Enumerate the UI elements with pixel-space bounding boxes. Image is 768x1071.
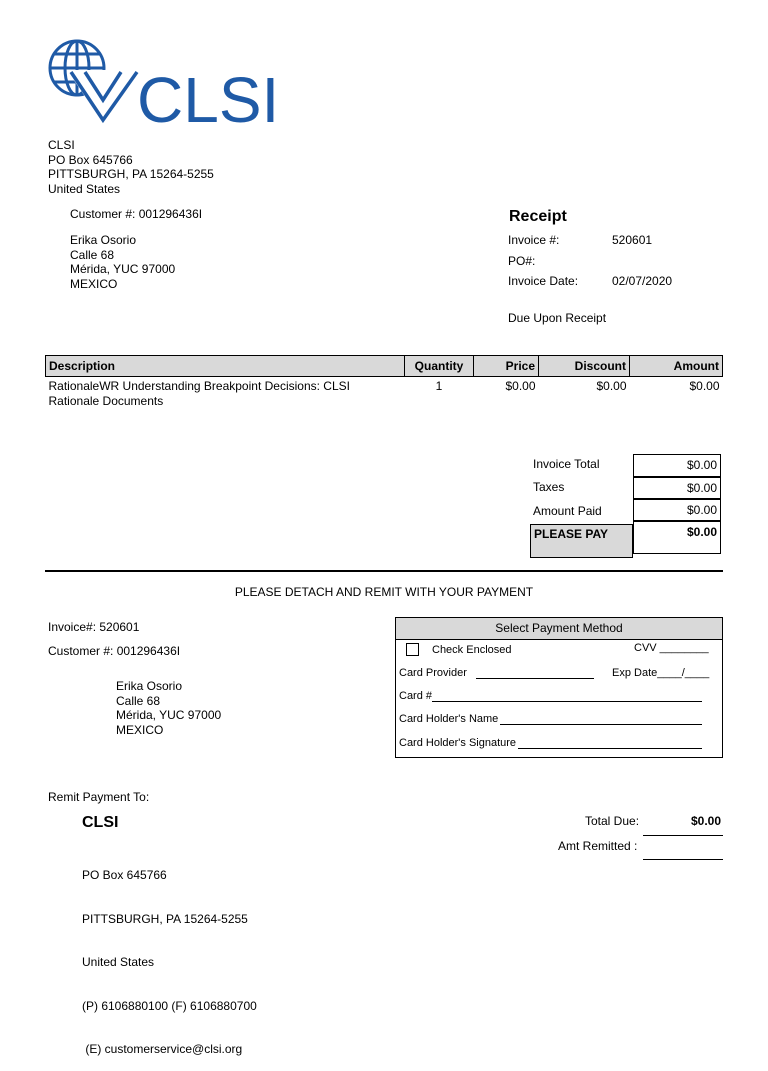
amount-paid-label: Amount Paid (533, 504, 602, 518)
company-address-line: PO Box 645766 (48, 152, 133, 167)
card-provider-field[interactable] (476, 668, 594, 679)
remit-company-name: CLSI (82, 814, 119, 831)
card-provider-label: Card Provider (399, 667, 467, 679)
totals-values (633, 454, 721, 554)
customer-address-line: Mérida, YUC 97000 (70, 262, 176, 276)
amt-remitted-label: Amt Remitted : (558, 839, 638, 853)
check-enclosed-checkbox[interactable] (406, 643, 419, 656)
remit-address-line: Calle 68 (116, 693, 161, 708)
taxes-value: $0.00 (633, 476, 721, 498)
item-description: RationaleWR Understanding Breakpoint Decisions: CLSI Rationale Documents (48, 379, 350, 408)
remit-company-address (82, 839, 257, 1071)
please-pay-value: $0.00 (633, 520, 721, 554)
remit-customer-number: Customer #: 001296436I (48, 644, 181, 658)
clsi-logo (45, 38, 280, 136)
remit-company-line: United States (82, 955, 155, 969)
customer-address-line: MEXICO (70, 276, 118, 291)
invoice-total-value: $0.00 (633, 454, 721, 476)
customer-address (70, 233, 175, 291)
payment-method-title: Select Payment Method (396, 618, 722, 640)
remit-company-line: PO Box 645766 (82, 868, 167, 882)
receipt-title: Receipt (509, 208, 567, 225)
payment-terms: Due Upon Receipt (508, 311, 607, 325)
remit-invoice-number: Invoice#: 520601 (48, 620, 140, 634)
logo-wordmark: CLSI (137, 64, 280, 136)
item-amount: $0.00 (689, 379, 720, 393)
detach-divider (45, 570, 723, 572)
customer-address-line: Calle 68 (70, 247, 115, 262)
invoice-date-value: 02/07/2020 (612, 274, 673, 288)
total-due-label: Total Due: (585, 814, 640, 828)
invoice-value: 520601 (612, 233, 653, 247)
total-due-value: $0.00 (690, 814, 721, 828)
item-quantity: 1 (435, 379, 443, 393)
remit-address-line: Mérida, YUC 97000 (116, 708, 222, 722)
cvv-field[interactable]: CVV ________ (634, 642, 709, 654)
table-header-row (46, 356, 723, 377)
company-address-line: PITTSBURGH, PA 15264-5255 (48, 167, 214, 181)
remit-customer-address (116, 679, 221, 737)
company-address (48, 138, 214, 196)
card-number-field[interactable] (432, 691, 702, 702)
header-price: Price (474, 356, 539, 377)
amt-remitted-field[interactable] (643, 859, 723, 860)
check-enclosed-label: Check Enclosed (432, 644, 512, 656)
header-quantity: Quantity (405, 356, 474, 377)
remit-company-line: (E) customerservice@clsi.org (82, 1042, 243, 1056)
remit-payment-label: Remit Payment To: (48, 790, 150, 804)
invoice-total-label: Invoice Total (533, 457, 600, 471)
invoice-label: Invoice #: (508, 233, 560, 247)
payment-method-box (395, 617, 723, 758)
card-holder-name-field[interactable] (500, 714, 702, 725)
remit-address-line: MEXICO (116, 722, 164, 737)
remit-company-line: PITTSBURGH, PA 15264-5255 (82, 911, 248, 926)
card-number-label: Card # (399, 690, 433, 702)
taxes-label: Taxes (533, 480, 565, 494)
total-due-underline (643, 835, 723, 836)
item-price: $0.00 (505, 379, 536, 393)
header-amount: Amount (630, 356, 723, 377)
customer-address-line: Erika Osorio (70, 233, 137, 247)
card-holder-name-label: Card Holder's Name (399, 713, 499, 725)
line-items-table (45, 355, 723, 410)
card-holder-signature-field[interactable] (518, 738, 702, 749)
company-address-line: CLSI (48, 138, 75, 152)
header-description: Description (46, 356, 405, 377)
please-pay-label: PLEASE PAY (530, 524, 633, 558)
customer-number: Customer #: 001296436I (70, 207, 203, 221)
card-holder-signature-label: Card Holder's Signature (399, 737, 517, 749)
po-label: PO#: (508, 254, 536, 268)
header-discount: Discount (539, 356, 630, 377)
invoice-date-label: Invoice Date: (508, 274, 579, 288)
item-discount: $0.00 (596, 379, 627, 393)
amount-paid-value: $0.00 (633, 498, 721, 520)
remit-address-line: Erika Osorio (116, 679, 183, 693)
remit-company-line: (P) 6106880100 (F) 6106880700 (82, 998, 257, 1013)
table-row (46, 377, 723, 411)
exp-date-field[interactable]: Exp Date____/____ (612, 667, 710, 679)
detach-instruction: PLEASE DETACH AND REMIT WITH YOUR PAYMENT (234, 585, 534, 599)
company-address-line: United States (48, 181, 121, 196)
